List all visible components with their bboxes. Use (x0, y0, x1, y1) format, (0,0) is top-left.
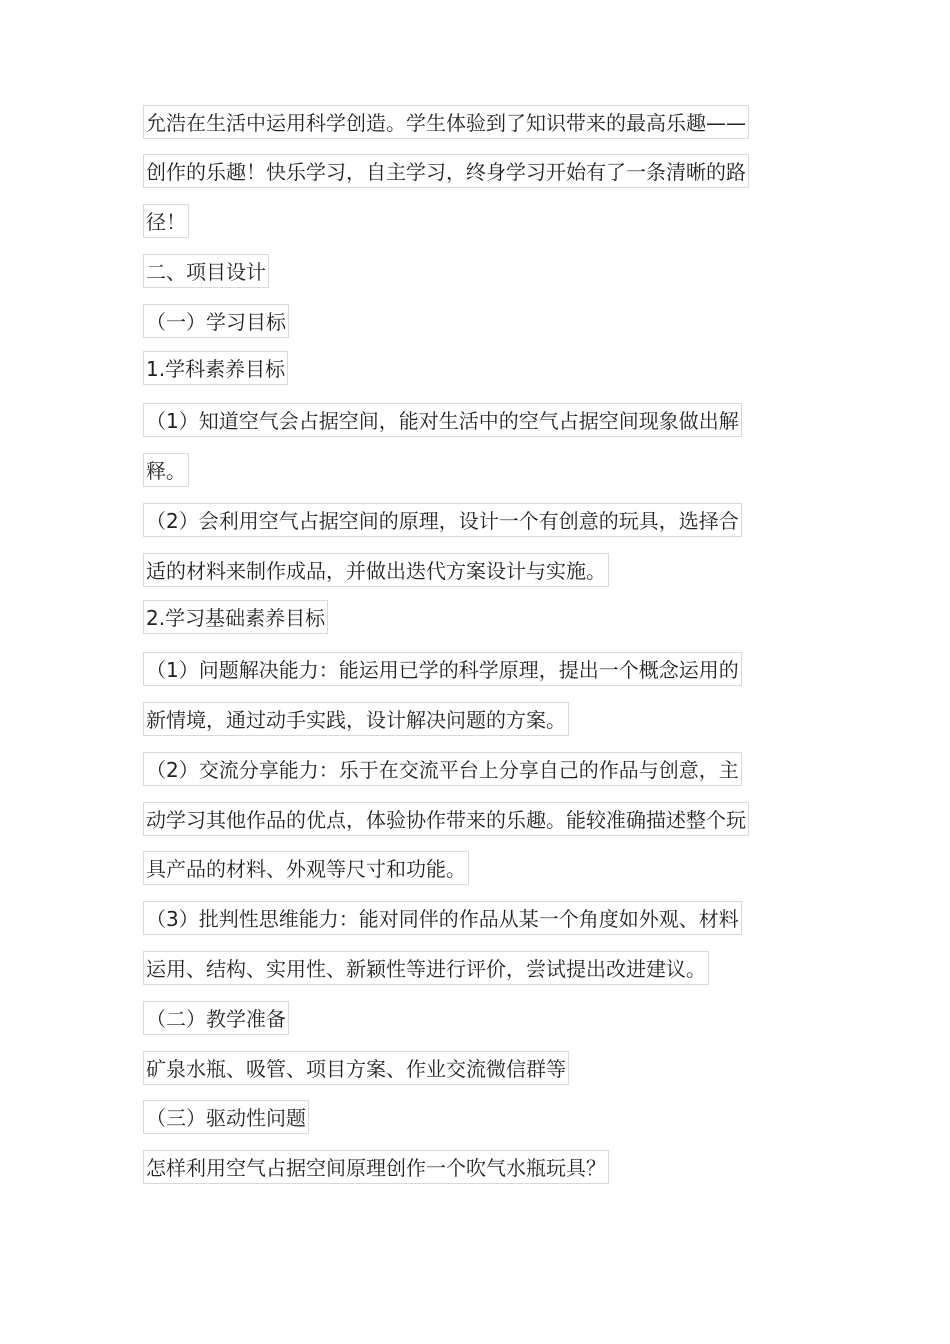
text-line: （3）批判性思维能力：能对同伴的作品从某一个角度如外观、材料 (143, 901, 742, 935)
section-heading: 二、项目设计 (143, 254, 269, 288)
text-line: 矿泉水瓶、吸管、项目方案、作业交流微信群等 (143, 1051, 569, 1085)
text-line: （2）会利用空气占据空间的原理，设计一个有创意的玩具，选择合 (143, 503, 742, 537)
goal-heading: 2.学习基础素养目标 (143, 600, 328, 634)
subsection-heading: （一）学习目标 (143, 304, 289, 338)
text-line: 动学习其他作品的优点，体验协作带来的乐趣。能较准确描述整个玩 (143, 802, 749, 836)
goal-heading: 1.学科素养目标 (143, 351, 288, 385)
text-line: （2）交流分享能力：乐于在交流平台上分享自己的作品与创意，主 (143, 752, 742, 786)
text-line: 新情境，通过动手实践，设计解决问题的方案。 (143, 702, 569, 736)
subsection-heading: （二）教学准备 (143, 1001, 289, 1035)
text-line: 运用、结构、实用性、新颖性等进行评价，尝试提出改进建议。 (143, 951, 709, 985)
text-line: 怎样利用空气占据空间原理创作一个吹气水瓶玩具？ (143, 1150, 609, 1184)
text-line: 创作的乐趣！快乐学习，自主学习，终身学习开始有了一条清晰的路 (143, 154, 749, 188)
text-line: 适的材料来制作成品，并做出迭代方案设计与实施。 (143, 553, 609, 587)
text-line: 允浩在生活中运用科学创造。学生体验到了知识带来的最高乐趣—— (143, 105, 749, 139)
text-line: 径！ (143, 204, 189, 238)
text-line: 释。 (143, 453, 189, 487)
text-line: （1）知道空气会占据空间，能对生活中的空气占据空间现象做出解 (143, 403, 742, 437)
text-line: （1）问题解决能力：能运用已学的科学原理，提出一个概念运用的 (143, 652, 742, 686)
subsection-heading: （三）驱动性问题 (143, 1100, 309, 1134)
text-line: 具产品的材料、外观等尺寸和功能。 (143, 851, 469, 885)
